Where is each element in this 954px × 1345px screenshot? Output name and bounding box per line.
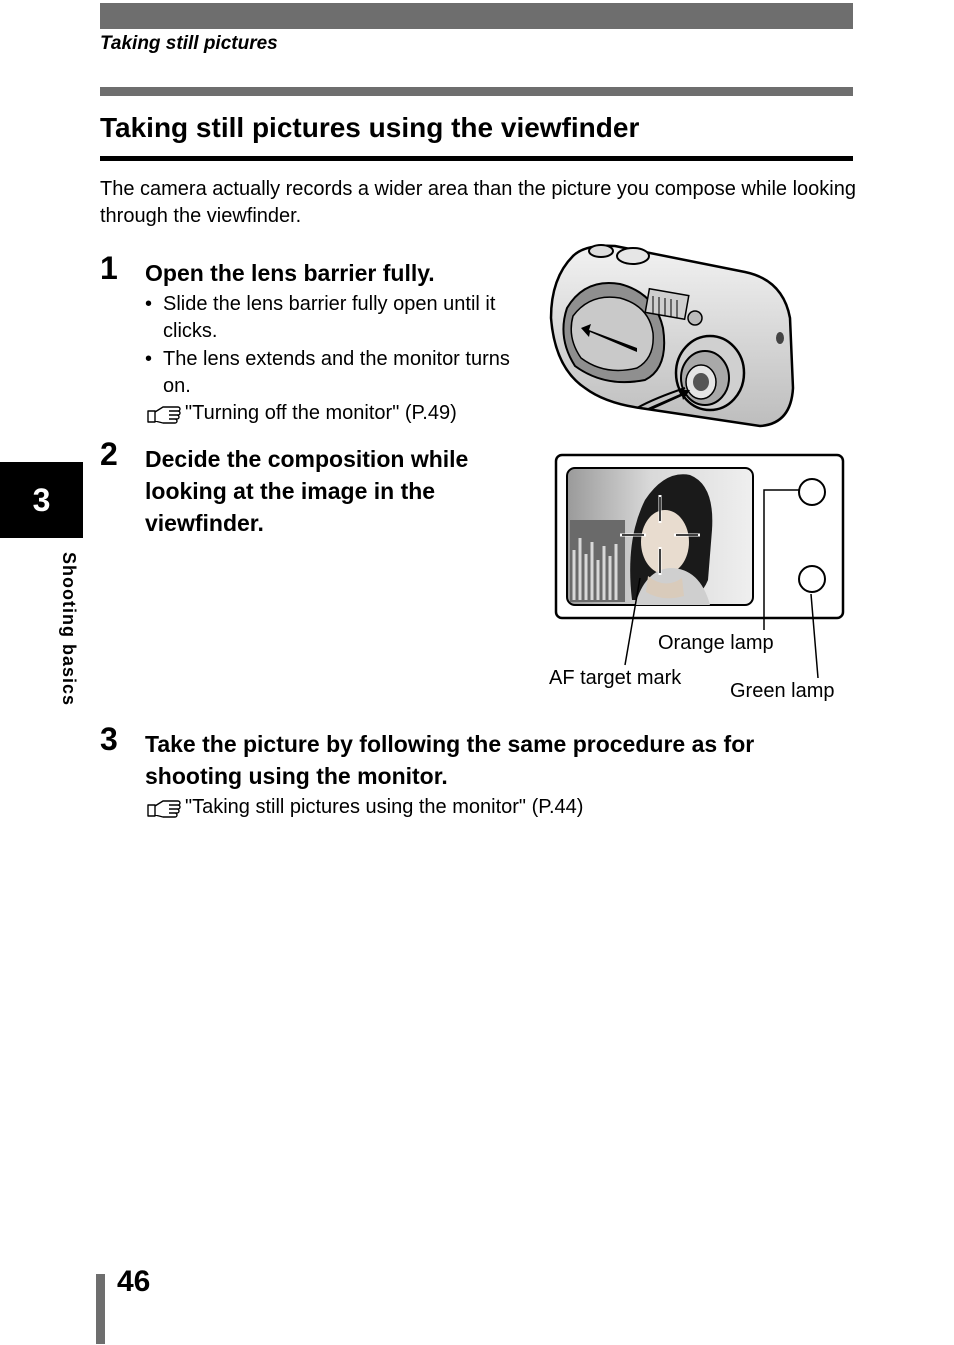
section-bar	[100, 87, 853, 96]
orange-lamp-label: Orange lamp	[658, 632, 774, 654]
intro-paragraph: The camera actually records a wider area than the picture you compose while looking through the viewfinder.	[100, 178, 856, 227]
bullet-dot: •	[145, 348, 153, 370]
page-number-bar	[96, 1274, 105, 1344]
title-rule	[100, 156, 853, 161]
step-1-heading: Open the lens barrier fully.	[145, 260, 435, 286]
step-3-heading: Take the picture by following the same procedure as for shooting using the monitor.	[145, 731, 755, 789]
chapter-number: 3	[32, 481, 51, 518]
pointing-hand-icon	[147, 403, 183, 425]
step-2-number: 2	[100, 436, 118, 472]
reference-text: "Turning off the monitor" (P.49)	[185, 402, 457, 424]
step-3-number: 3	[100, 721, 118, 757]
chapter-name: Shooting basics	[59, 552, 79, 707]
step-1-number: 1	[100, 250, 118, 286]
camera-illustration	[545, 238, 800, 433]
af-target-mark-label: AF target mark	[549, 667, 682, 689]
bullet-dot: •	[145, 293, 153, 315]
header-bar	[100, 3, 853, 29]
green-lamp-label: Green lamp	[730, 680, 835, 702]
chapter-tab	[0, 462, 83, 538]
pointing-hand-icon	[147, 797, 183, 819]
bullet-text: The lens extends and the monitor turns on.	[163, 348, 510, 397]
running-header: Taking still pictures	[100, 33, 278, 54]
step-1-bullet-1	[145, 291, 525, 345]
section-title: Taking still pictures using the viewfinder	[100, 112, 640, 143]
step-2-heading: Decide the composition while looking at the image in the viewfinder.	[145, 446, 469, 536]
reference-text: "Taking still pictures using the monitor" (P.44)	[185, 796, 584, 818]
page-number: 46	[117, 1265, 151, 1298]
step-1-bullet-2	[145, 346, 515, 400]
step-1-reference	[147, 400, 457, 427]
step-3-reference	[147, 794, 583, 821]
bullet-text: Slide the lens barrier fully open until it clicks.	[163, 293, 496, 342]
